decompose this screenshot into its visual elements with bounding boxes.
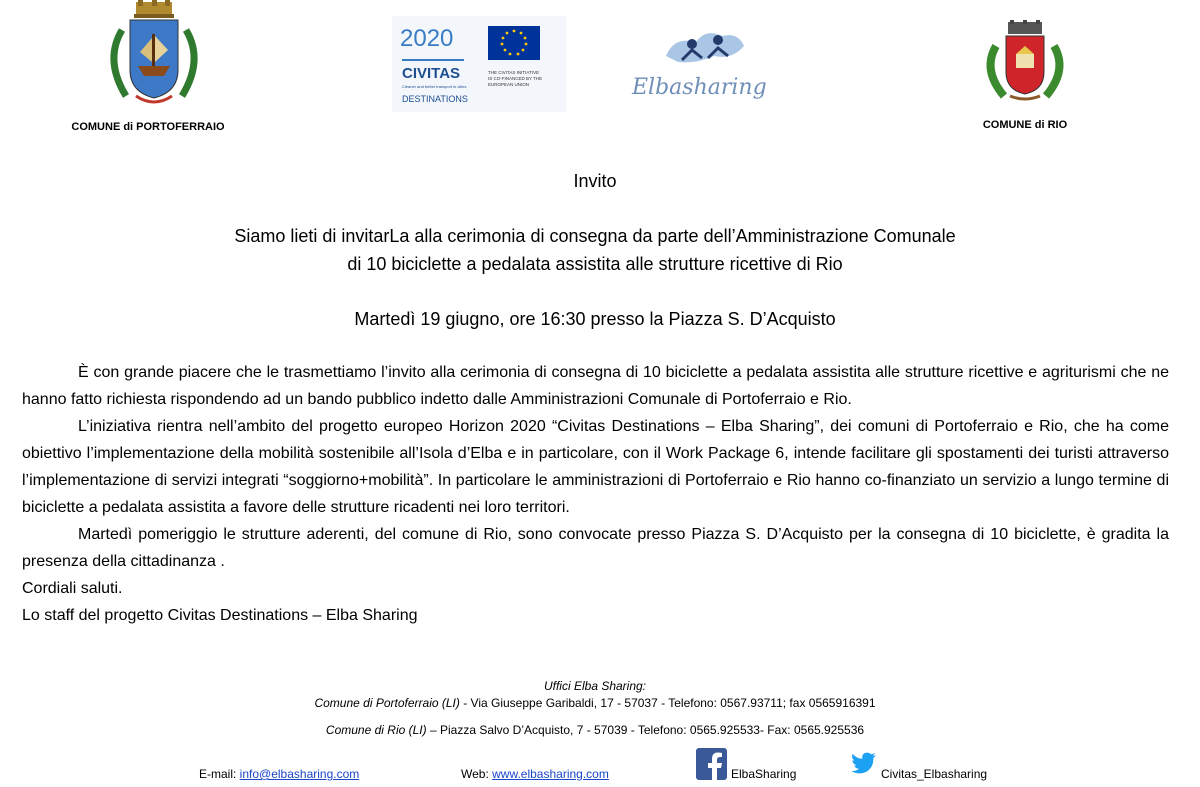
letter-heading-line-1: Siamo lieti di invitarLa alla cerimonia di consegna da parte dell’Amministrazione Comunale (234, 226, 956, 246)
elba-island-icon (666, 33, 744, 62)
office-portoferraio-details: - Via Giuseppe Garibaldi, 17 - 57037 - Telefono: 0567.93711; fax 0565916391 (459, 696, 876, 710)
contact-web (461, 767, 609, 781)
rio-crest-icon (960, 20, 1090, 104)
facebook-label: ElbaSharing (731, 767, 797, 781)
letter-title: Invito (573, 171, 617, 191)
letter-body (22, 359, 1169, 629)
office-rio-details: – Piazza Salvo D’Acquisto, 7 - 57039 - Telefono: 0565.925533- Fax: 0565.925536 (426, 723, 865, 737)
twitter-icon (851, 752, 877, 774)
facebook-icon (696, 748, 727, 780)
elbasharing-logo (622, 22, 790, 110)
letter-heading-line-2: di 10 biciclette a pedalata assistita alle strutture ricettive di Rio (347, 254, 843, 274)
rio-logo (960, 20, 1090, 131)
svg-text:IS CO-FINANCED BY THE: IS CO-FINANCED BY THE (488, 76, 543, 81)
facebook-contact[interactable] (696, 748, 797, 783)
email-label: E-mail: (199, 767, 240, 781)
portoferraio-logo (60, 0, 236, 133)
closing: Cordiali saluti. (22, 580, 123, 597)
twitter-label: Civitas_Elbasharing (881, 767, 988, 781)
email-link[interactable]: info@elbasharing.com (239, 767, 360, 781)
event-date-line: Martedì 19 giugno, ore 16:30 presso la Piazza S. D’Acquisto (354, 309, 836, 329)
twitter-contact[interactable] (851, 752, 988, 781)
web-label: Web: (461, 767, 493, 781)
office-portoferraio (0, 696, 1190, 710)
paragraph-1: È con grande piacere che le trasmettiamo l’invito alla cerimonia di consegna di 10 biciclette a pedalata assistita alle strutture ricettive e agriturismi che ne hanno fatto richiesta rispondendo ad un bando pubblico indetto dalle Amministrazioni Comunale di Portoferraio e Rio. (22, 364, 1169, 408)
elbasharing-wordmark: Elbasharing (632, 75, 767, 100)
civitas-destinations-logo (392, 16, 566, 112)
signature: Lo staff del progetto Civitas Destinations – Elba Sharing (22, 607, 418, 624)
svg-text:THE CIVITAS INITIATIVE: THE CIVITAS INITIATIVE (488, 70, 540, 75)
comune-portoferraio-label: COMUNE di PORTOFERRAIO (71, 121, 225, 133)
paragraph-3: Martedì pomeriggio le strutture aderenti, del comune di Rio, sono convocate presso Piazza S. D’Acquisto per la consegna di 10 biciclette, è gradita la presenza della cittadinanza . (22, 526, 1169, 570)
civitas-tagline: Cleaner and better transport in cities (402, 84, 467, 89)
civitas-destinations: DESTINATIONS (402, 94, 468, 104)
office-portoferraio-name: Comune di Portoferraio (LI) (314, 696, 460, 710)
web-link[interactable]: www.elbasharing.com (492, 767, 609, 781)
comune-rio-label: COMUNE di RIO (982, 119, 1068, 131)
contact-email (199, 767, 359, 781)
office-rio (0, 723, 1190, 737)
civitas-year: 2020 (400, 25, 454, 52)
offices-title: Uffici Elba Sharing: (543, 679, 647, 693)
svg-text:EUROPEAN UNION: EUROPEAN UNION (488, 82, 530, 87)
paragraph-2: L’iniziativa rientra nell’ambito del progetto europeo Horizon 2020 “Civitas Destinations – Elba Sharing”, dei comuni di Portoferraio e Rio, che ha come obiettivo l’implementazione della mobilità sostenibile all’Isola d’Elba e in particolare, con il Work Package 6, intende facilitare gli spostamenti dei turisti attraverso l’implementazione di servizi integrati “soggiorno+mobilità”. In particolare le amministrazioni di Portoferraio e Rio hanno co-finanziato un servizio a lungo termine di biciclette a pedalata assistita a favore delle strutture ricadenti nei loro territori. (22, 418, 1169, 516)
portoferraio-crest-icon (60, 0, 236, 112)
office-rio-name: Comune di Rio (LI) (325, 723, 427, 737)
civitas-name: CIVITAS (402, 65, 461, 82)
